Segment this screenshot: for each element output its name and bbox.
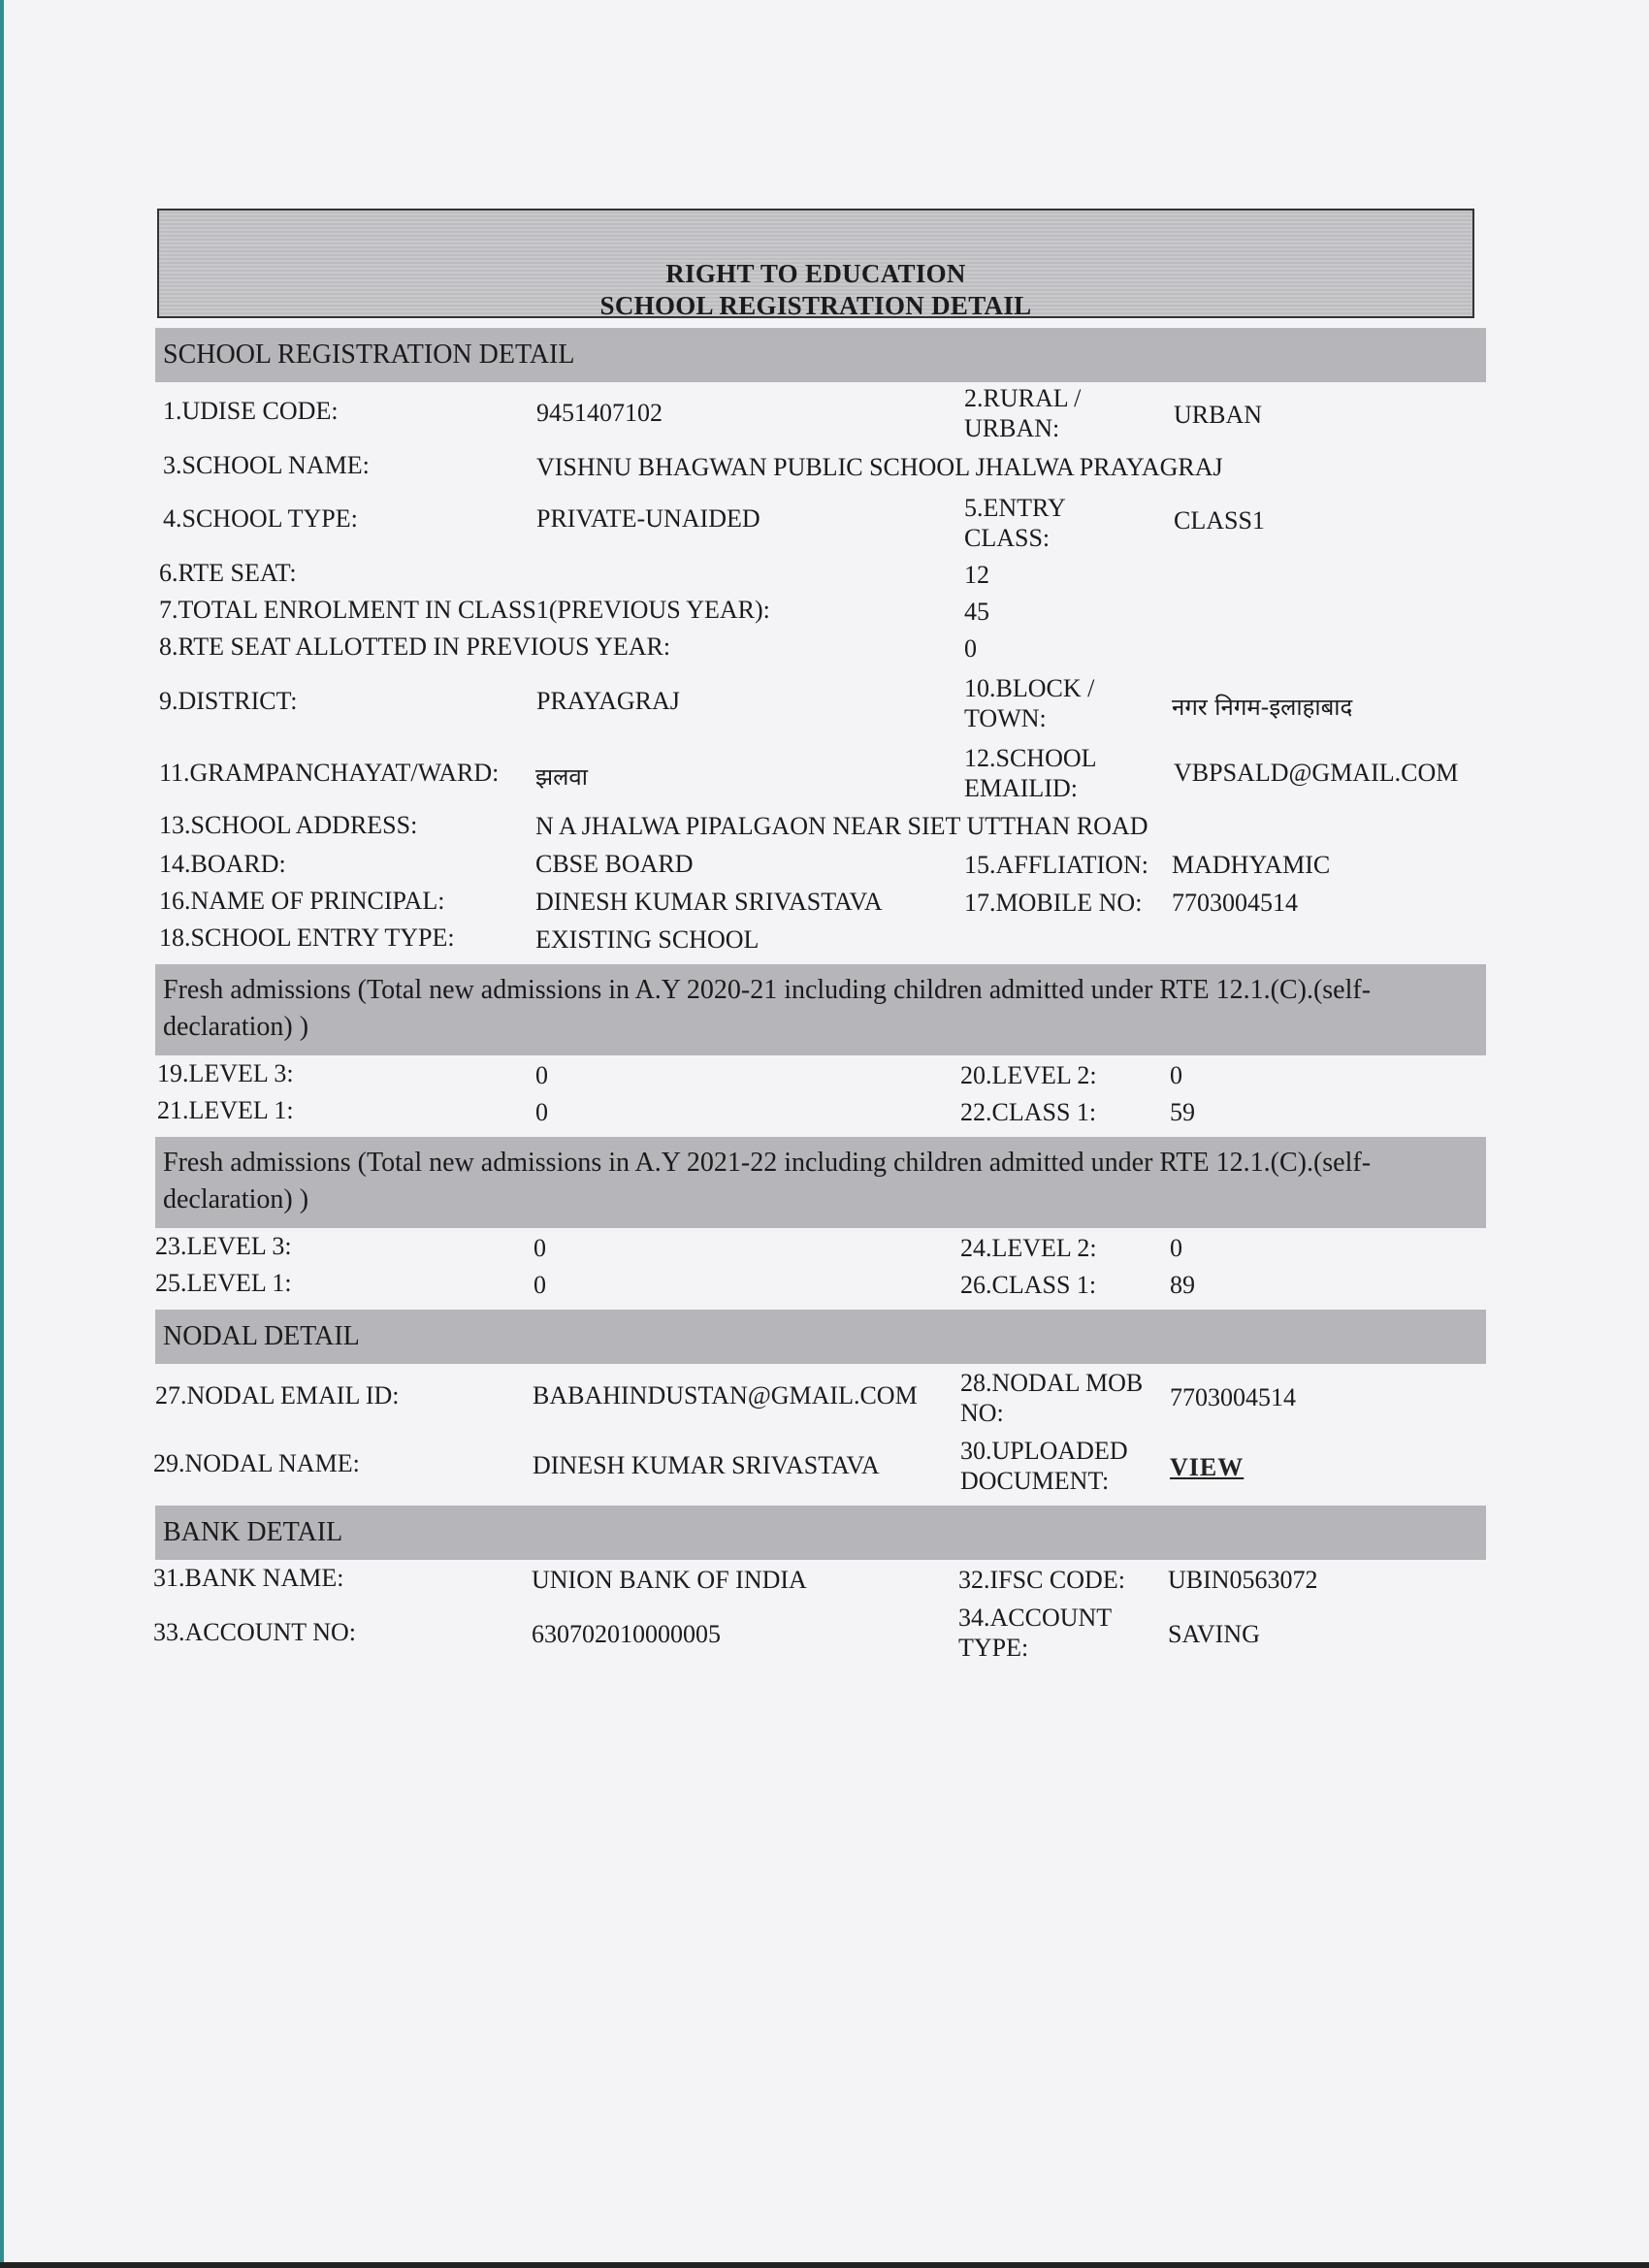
field-row (0, 493, 1649, 551)
level2-2021-value: 0 (1170, 1234, 1182, 1262)
school-address-label: 13.SCHOOL ADDRESS: (159, 811, 418, 839)
nodal-name-value: DINESH KUMAR SRIVASTAVA (533, 1451, 880, 1479)
total-enrolment-label: 7.TOTAL ENROLMENT IN CLASS1(PREVIOUS YEAR): (159, 596, 770, 624)
level2-2021-label: 24.LEVEL 2: (960, 1234, 1097, 1262)
nodal-name-label: 29.NODAL NAME: (153, 1449, 360, 1477)
field-row (0, 1436, 1649, 1494)
school-email-value: VBPSALD@GMAIL.COM (1174, 759, 1459, 787)
ifsc-label: 32.IFSC CODE: (958, 1566, 1125, 1594)
field-row (0, 1368, 1649, 1426)
level2-2020-label: 20.LEVEL 2: (960, 1061, 1097, 1089)
level1-2021-label: 25.LEVEL 1: (155, 1269, 292, 1297)
ward-value: झलवा (535, 763, 588, 791)
view-document-link[interactable]: VIEW (1170, 1453, 1245, 1481)
level2-2020-value: 0 (1170, 1061, 1182, 1089)
account-type-label: 34.ACCOUNT TYPE: (958, 1604, 1112, 1662)
section-fresh-admissions-2020: Fresh admissions (Total new admissions in A.Y 2020-21 including children admitted under RTE 12.1.(C).(self-declaration) ) (155, 964, 1486, 1055)
school-type-value: PRIVATE-UNAIDED (536, 504, 760, 533)
account-type-value: SAVING (1168, 1620, 1260, 1648)
class1-2020-value: 59 (1170, 1098, 1195, 1126)
class1-2020-label: 22.CLASS 1: (960, 1098, 1097, 1126)
ward-label: 11.GRAMPANCHAYAT/WARD: (159, 759, 500, 787)
udise-value: 9451407102 (536, 399, 663, 427)
block-town-value: नगर निगम-इलाहाबाद (1172, 694, 1353, 721)
class1-2021-value: 89 (1170, 1271, 1195, 1299)
entry-class-value: CLASS1 (1174, 506, 1265, 535)
ifsc-value: UBIN0563072 (1168, 1566, 1318, 1594)
account-no-value: 630702010000005 (532, 1620, 721, 1648)
board-label: 14.BOARD: (159, 850, 286, 878)
entry-class-label: 5.ENTRY CLASS: (964, 494, 1065, 552)
affiliation-value: MADHYAMIC (1172, 851, 1331, 879)
bank-name-value: UNION BANK OF INDIA (532, 1566, 807, 1594)
school-email-label: 12.SCHOOL EMAILID: (964, 744, 1096, 802)
nodal-mob-value: 7703004514 (1170, 1383, 1296, 1411)
district-label: 9.DISTRICT: (159, 687, 298, 715)
document-title-box (157, 209, 1474, 318)
school-name-value: VISHNU BHAGWAN PUBLIC SCHOOL JHALWA PRAYAGRAJ (536, 453, 1223, 481)
rte-seat-label: 6.RTE SEAT: (159, 559, 297, 587)
level1-2020-label: 21.LEVEL 1: (157, 1096, 294, 1124)
document-subtitle: SCHOOL REGISTRATION DETAIL (599, 291, 1032, 320)
level3-2021-value: 0 (534, 1234, 546, 1262)
rural-urban-label: 2.RURAL / URBAN: (964, 384, 1082, 442)
field-row (0, 383, 1649, 441)
total-enrolment-value: 45 (964, 598, 989, 626)
section-bank-detail: BANK DETAIL (155, 1506, 1486, 1560)
section-school-registration: SCHOOL REGISTRATION DETAIL (155, 328, 1486, 382)
level1-2021-value: 0 (534, 1271, 546, 1299)
affiliation-label: 15.AFFLIATION: (964, 851, 1148, 879)
uploaded-document-label: 30.UPLOADED DOCUMENT: (960, 1437, 1128, 1495)
level3-2021-label: 23.LEVEL 3: (155, 1232, 292, 1260)
field-row (0, 743, 1649, 801)
nodal-email-value: BABAHINDUSTAN@GMAIL.COM (533, 1381, 918, 1409)
rte-seat-value: 12 (964, 561, 989, 589)
rural-urban-value: URBAN (1174, 401, 1263, 429)
nodal-email-label: 27.NODAL EMAIL ID: (155, 1381, 400, 1409)
scan-edge-bottom (0, 2262, 1649, 2268)
mobile-value: 7703004514 (1172, 889, 1298, 917)
udise-label: 1.UDISE CODE: (163, 397, 339, 425)
block-town-label: 10.BLOCK / TOWN: (964, 674, 1095, 732)
account-no-label: 33.ACCOUNT NO: (153, 1618, 356, 1646)
level3-2020-value: 0 (535, 1061, 548, 1089)
principal-value: DINESH KUMAR SRIVASTAVA (535, 888, 883, 916)
entry-type-value: EXISTING SCHOOL (535, 925, 760, 954)
school-type-label: 4.SCHOOL TYPE: (163, 504, 358, 533)
field-row (0, 671, 1649, 732)
rte-allotted-value: 0 (964, 634, 977, 663)
entry-type-label: 18.SCHOOL ENTRY TYPE: (159, 923, 455, 952)
level3-2020-label: 19.LEVEL 3: (157, 1059, 294, 1087)
board-value: CBSE BOARD (535, 850, 694, 878)
rte-allotted-label: 8.RTE SEAT ALLOTTED IN PREVIOUS YEAR: (159, 632, 671, 661)
field-row (0, 1603, 1649, 1661)
mobile-label: 17.MOBILE NO: (964, 889, 1143, 917)
principal-label: 16.NAME OF PRINCIPAL: (159, 887, 445, 915)
level1-2020-value: 0 (535, 1098, 548, 1126)
nodal-mob-label: 28.NODAL MOB NO: (960, 1369, 1144, 1427)
bank-name-label: 31.BANK NAME: (153, 1564, 344, 1592)
school-name-label: 3.SCHOOL NAME: (163, 451, 370, 479)
section-fresh-admissions-2021: Fresh admissions (Total new admissions in A.Y 2021-22 including children admitted under RTE 12.1.(C).(self-declaration) ) (155, 1137, 1486, 1228)
document-title: RIGHT TO EDUCATION (665, 259, 966, 288)
district-value: PRAYAGRAJ (536, 687, 680, 715)
class1-2021-label: 26.CLASS 1: (960, 1271, 1097, 1299)
school-address-value: N A JHALWA PIPALGAON NEAR SIET UTTHAN ROAD (535, 812, 1148, 840)
section-nodal-detail: NODAL DETAIL (155, 1310, 1486, 1364)
